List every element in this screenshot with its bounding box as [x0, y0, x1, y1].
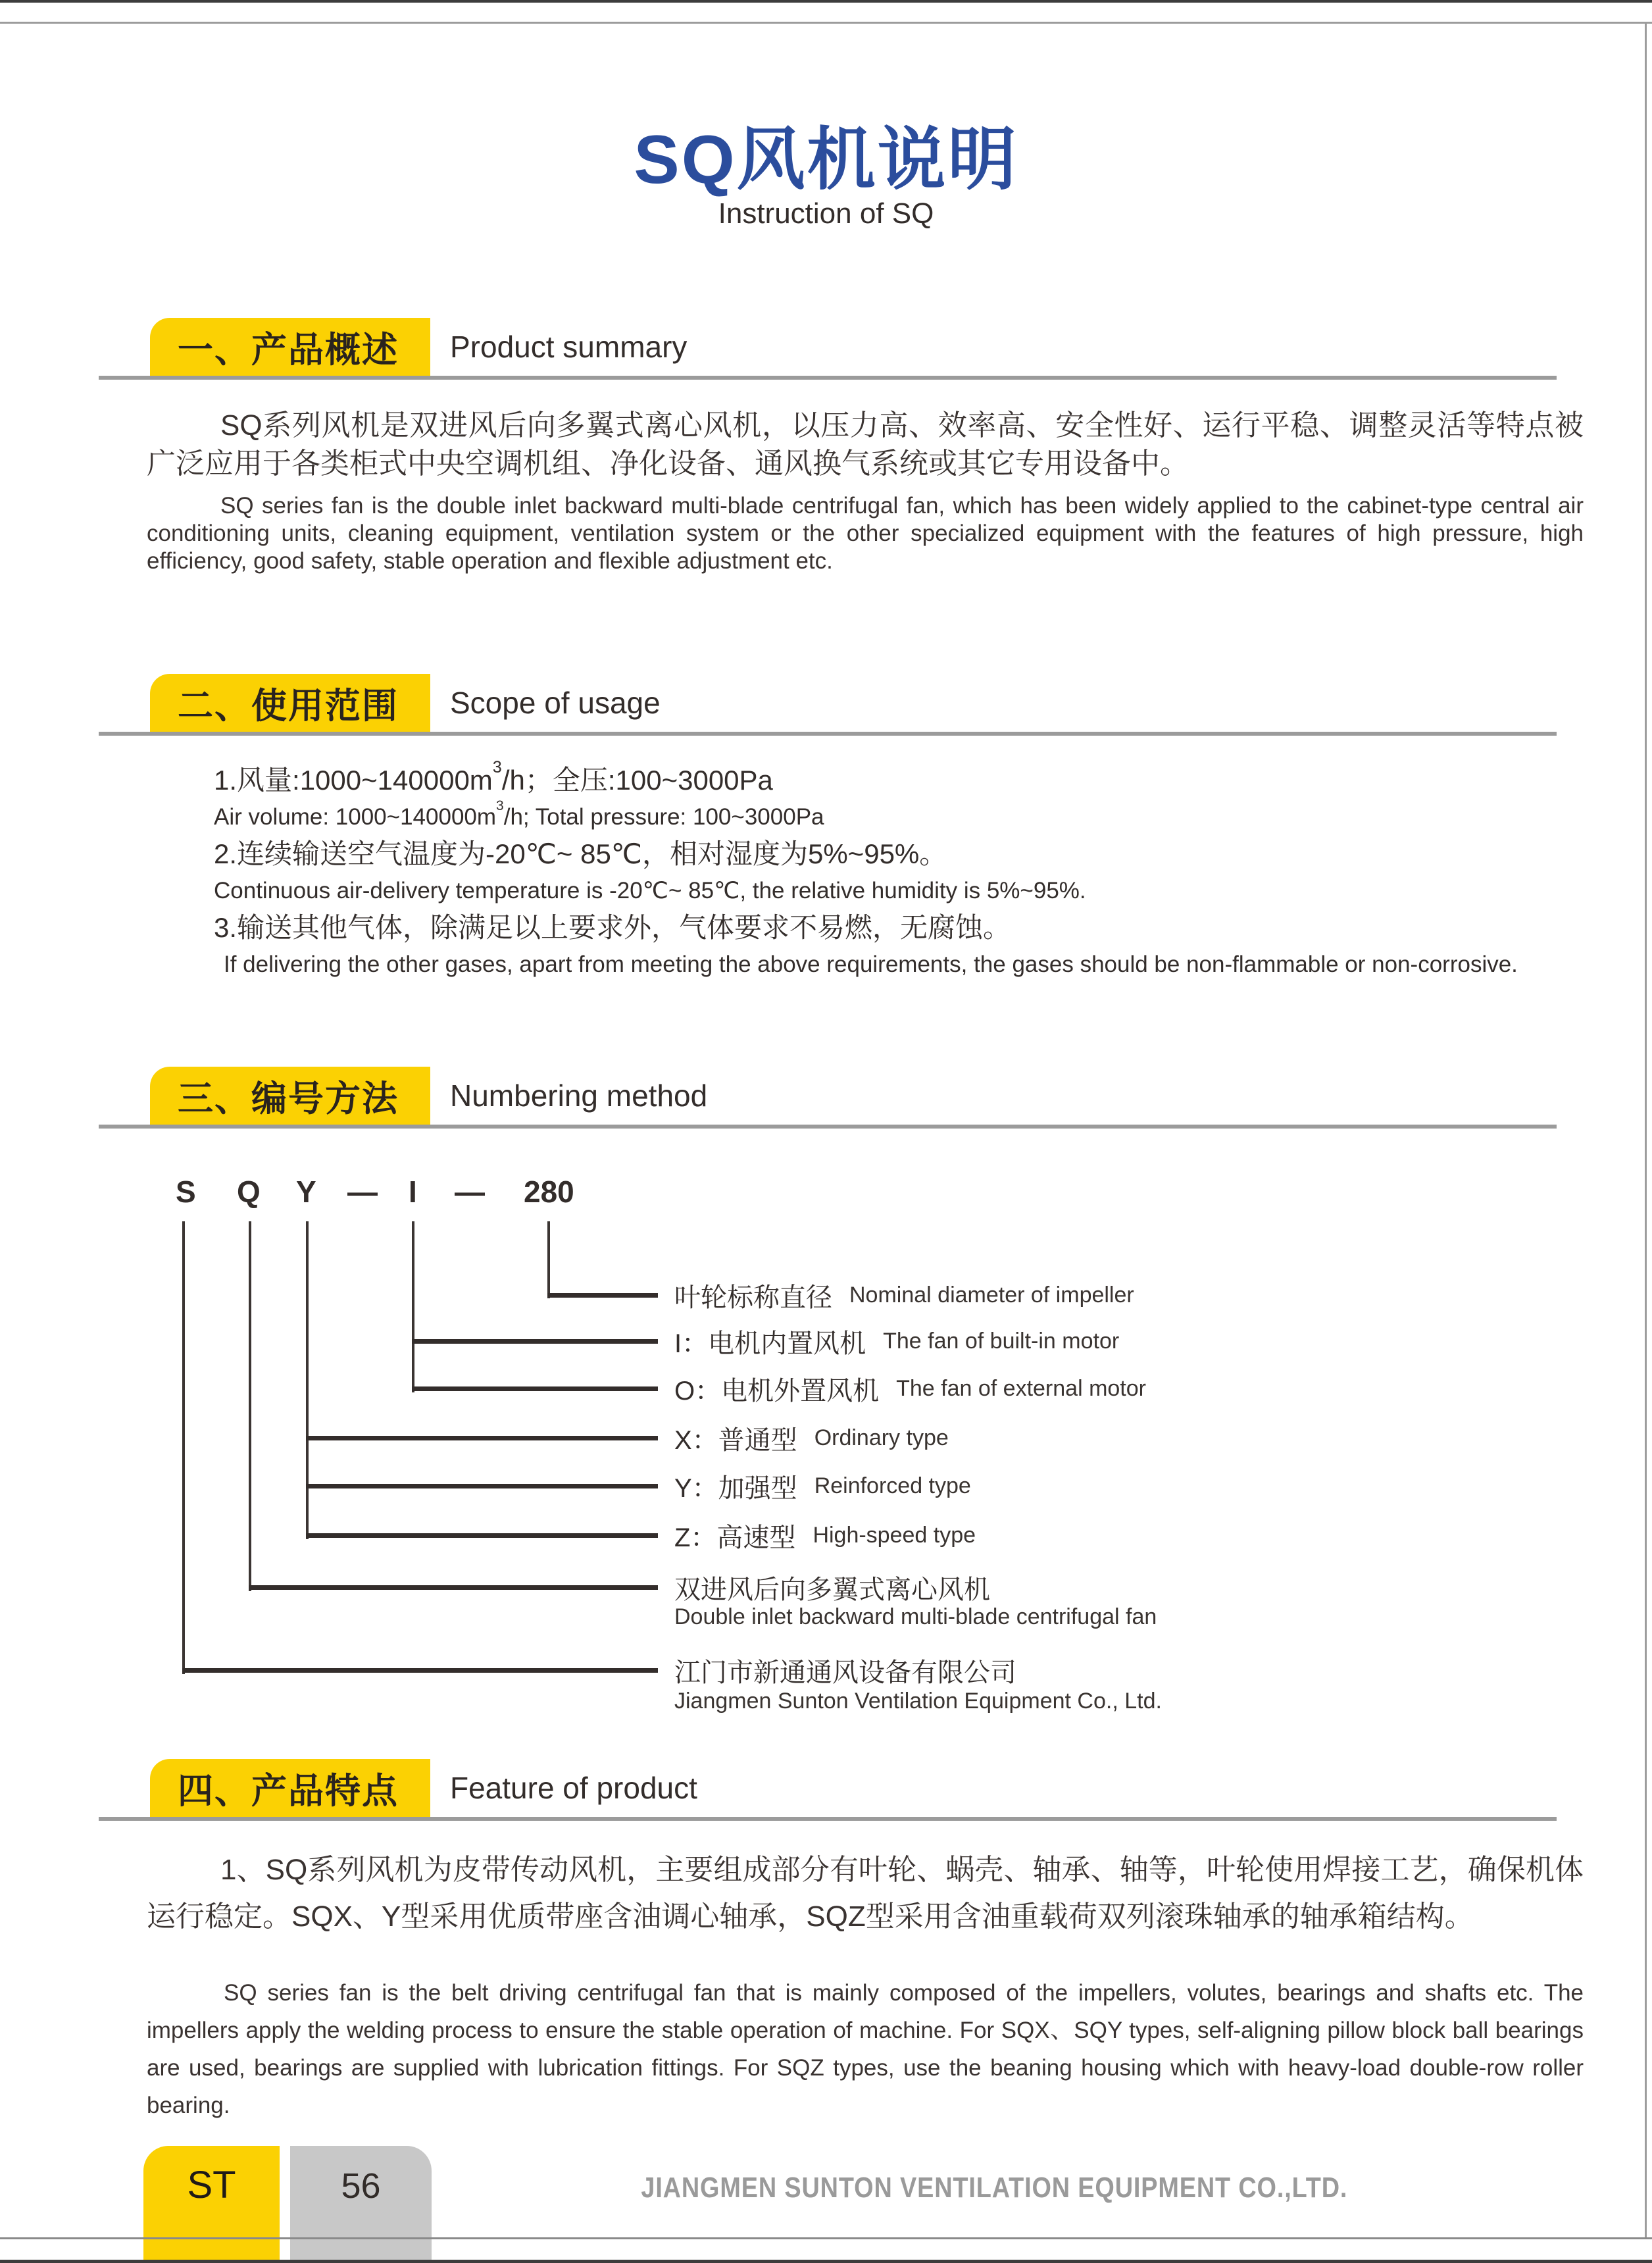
- diagram-label-fantype: [674, 1569, 990, 1606]
- section4-paragraph-zh: 1、SQ系列风机为皮带传动风机，主要组成部分有叶轮、蜗壳、轴承、轴等，叶轮使用焊接工艺，确保机体运行稳定。SQX、Y型采用优质带座含油调心轴承，SQZ型采用含油重载荷双列滚珠轴承的轴承箱结构。: [147, 1854, 1584, 1933]
- model-code-dash1: —: [347, 1175, 378, 1209]
- list-item-1-en: [214, 799, 1584, 836]
- label-builtin-zh: I：电机内置风机: [674, 1329, 866, 1358]
- header-rule: [0, 22, 1652, 24]
- section2-badge: 二、使用范围: [150, 674, 430, 732]
- label-ordinary-en: Ordinary type: [814, 1425, 949, 1450]
- diagram-hline-builtin: [412, 1339, 658, 1344]
- diagram-vline-s: [182, 1221, 185, 1674]
- label-external-en: The fan of external motor: [896, 1375, 1146, 1401]
- footer-page-number-tab: 56: [290, 2146, 432, 2263]
- section4-badge: 四、产品特点: [150, 1759, 430, 1817]
- label-company-zh: 江门市新通通风设备有限公司: [674, 1658, 1016, 1687]
- diagram-vline-q: [249, 1221, 251, 1591]
- model-code-char-y: Y: [296, 1175, 316, 1209]
- page-border-top: [0, 0, 1652, 3]
- diagram-vline-y: [306, 1221, 309, 1539]
- footer-rule: [0, 2237, 1652, 2239]
- diagram-label-reinforced: [674, 1467, 971, 1504]
- page-border-bottom: [0, 2260, 1652, 2263]
- label-highspeed-zh: Z：高速型: [674, 1523, 796, 1552]
- section1-header: [0, 318, 1652, 380]
- model-code-size: 280: [524, 1175, 574, 1209]
- item1-zh-text-rest: /h；全压:100~3000Pa: [501, 765, 773, 796]
- label-reinforced-zh: Y：加强型: [674, 1473, 797, 1503]
- footer-company-text: JIANGMEN SUNTON VENTILATION EQUIPMENT CO.,LTD.: [641, 2172, 1347, 2204]
- section4-header: [0, 1759, 1652, 1821]
- item1-zh-text: 1.风量:1000~140000m: [214, 765, 493, 796]
- diagram-label-builtin: [674, 1323, 1119, 1360]
- label-impeller-en: Nominal diameter of impeller: [849, 1282, 1134, 1308]
- model-code-dash2: —: [455, 1175, 485, 1209]
- usage-scope-list: [147, 757, 1584, 983]
- page-title: SQ风机说明: [634, 122, 1018, 198]
- list-item-2-zh: 2.连续输送空气温度为-20℃~ 85℃，相对湿度为5%~95%。: [214, 838, 947, 869]
- label-ordinary-zh: X：普通型: [674, 1425, 797, 1455]
- model-code-char-q: Q: [237, 1175, 261, 1209]
- diagram-hline-highspeed: [306, 1533, 658, 1538]
- list-item-2-en: Continuous air-delivery temperature is -20℃~ 85℃, the relative humidity is 5%~95%.: [214, 878, 1086, 903]
- diagram-hline-reinforced: [306, 1484, 658, 1488]
- list-item-3-en: If delivering the other gases, apart from meeting the above requirements, the gases should be non-flammable or non-corrosive.: [224, 952, 1518, 977]
- diagram-hline-impeller: [547, 1293, 658, 1298]
- label-fantype-zh: 双进风后向多翼式离心风机: [674, 1575, 990, 1604]
- footer-company-name: [432, 2172, 1557, 2204]
- label-impeller-zh: 叶轮标称直径: [674, 1283, 832, 1312]
- label-external-zh: O：电机外置风机: [674, 1376, 880, 1406]
- section4-divider: [99, 1817, 1557, 1821]
- item1-en-text: Air volume: 1000~140000m: [214, 804, 497, 830]
- section1-paragraph-zh: SQ系列风机是双进风后向多翼式离心风机，以压力高、效率高、安全性好、运行平稳、调整灵活等特点被广泛应用于各类柜式中央空调机组、净化设备、通风换气系统或其它专用设备中。: [147, 409, 1584, 480]
- footer-series-tab: ST: [143, 2146, 280, 2263]
- list-item-1-zh: [214, 757, 1584, 799]
- diagram-hline-company: [182, 1668, 658, 1673]
- label-builtin-en: The fan of built-in motor: [883, 1328, 1120, 1354]
- section3-header: [0, 1067, 1652, 1129]
- item1-zh-superscript: 3: [492, 757, 502, 776]
- section1-divider: [99, 376, 1557, 380]
- label-highspeed-en: High-speed type: [813, 1522, 976, 1548]
- label-reinforced-en: Reinforced type: [814, 1473, 971, 1498]
- model-code-char-i: I: [409, 1175, 417, 1209]
- section3-divider: [99, 1125, 1557, 1129]
- diagram-label-highspeed: [674, 1517, 976, 1554]
- diagram-label-impeller: [674, 1277, 1134, 1313]
- section2-divider: [99, 732, 1557, 736]
- section2-header: [0, 674, 1652, 736]
- diagram-label-external: [674, 1370, 1146, 1407]
- item1-en-text-rest: /h; Total pressure: 100~3000Pa: [503, 804, 824, 830]
- diagram-hline-ordinary: [306, 1436, 658, 1440]
- section3-title-en: Numbering method: [450, 1079, 708, 1113]
- diagram-label-company-en: Jiangmen Sunton Ventilation Equipment Co., Ltd.: [674, 1689, 1162, 1714]
- section2-title-en: Scope of usage: [450, 686, 661, 720]
- diagram-label-fantype-en: Double inlet backward multi-blade centrifugal fan: [674, 1604, 1157, 1629]
- item1-en-superscript: 3: [496, 798, 504, 813]
- section4-title-en: Feature of product: [450, 1771, 697, 1805]
- diagram-hline-fantype: [249, 1585, 658, 1590]
- section1-paragraph-en: SQ series fan is the double inlet backward multi-blade centrifugal fan, which has been widely applied to the cabinet-type central air conditioning units, cleaning equipment, ventilation system or the other specialized equipment with the features of high pressure, high efficiency, good safety, stable operation and flexible adjustment etc.: [147, 493, 1584, 574]
- diagram-vline-280: [547, 1221, 550, 1298]
- section1-badge: 一、产品概述: [150, 318, 430, 376]
- page-subtitle: Instruction of SQ: [718, 197, 934, 230]
- diagram-vline-i: [412, 1221, 414, 1392]
- diagram-hline-external: [412, 1386, 658, 1391]
- section4-paragraph-en: SQ series fan is the belt driving centrifugal fan that is mainly composed of the impellers, volutes, bearings and shafts etc. The impellers apply the welding process to ensure the stable operation of machine. For SQX、SQY types, self-aligning pillow block ball bearings are used, bearings are supplied with lubrication fittings. For SQZ types, use the beaning housing which with heavy-load double-row roller bearing.: [147, 1980, 1584, 2118]
- diagram-label-ordinary: [674, 1419, 949, 1456]
- list-item-3-zh: 3.输送其他气体，除满足以上要求外，气体要求不易燃，无腐蚀。: [214, 912, 1011, 943]
- section1-title-en: Product summary: [450, 330, 688, 364]
- diagram-label-company: [674, 1652, 1016, 1689]
- model-code-char-s: S: [176, 1175, 196, 1209]
- section3-badge: 三、编号方法: [150, 1067, 430, 1125]
